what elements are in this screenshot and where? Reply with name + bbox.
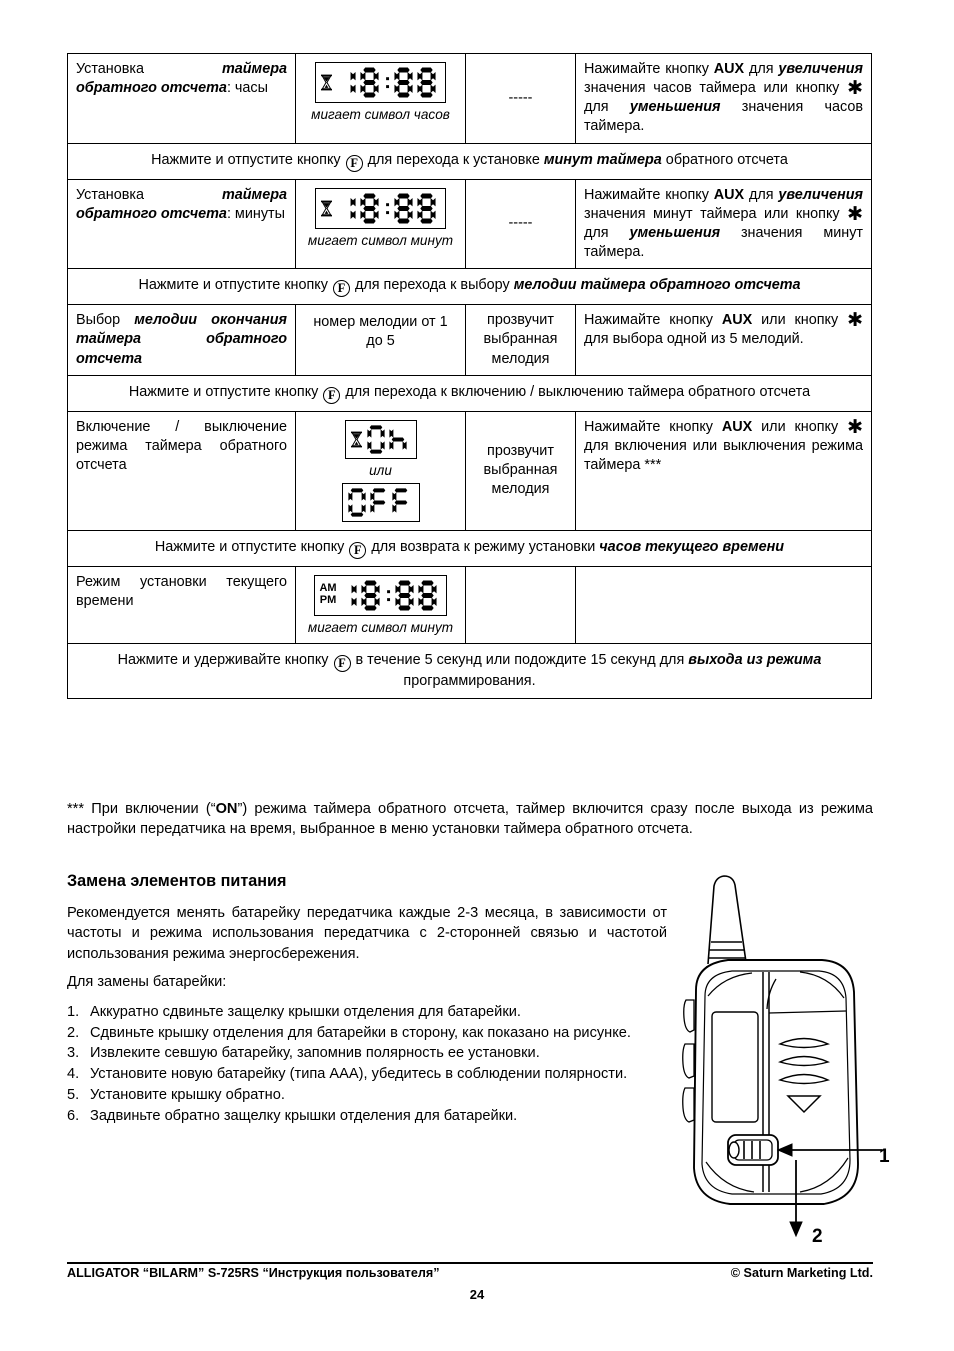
section-title-battery-replacement: Замена элементов питания (67, 872, 287, 890)
instruction-band-row (68, 269, 872, 305)
sound-feedback-cell: прозвучит выбранная мелодия (466, 411, 576, 530)
lcd-display (315, 188, 446, 229)
instruction-band-row (68, 143, 872, 179)
procedure-row (68, 305, 872, 375)
key-fob-illustration (672, 872, 892, 1247)
list-item (67, 1106, 675, 1127)
procedure-row (68, 411, 872, 530)
display-cell (296, 54, 466, 144)
battery-steps-list (67, 1002, 675, 1126)
lcd-display (345, 420, 417, 459)
instruction-band-text: Нажмите и отпустите кнопку F для перехода к включению / выключению таймера обратного отсчета (68, 375, 872, 411)
action-description-cell: Нажимайте кнопку AUX для увеличения значения минут таймера или кнопку ✱ для уменьшения значения минут таймера. (576, 179, 872, 269)
procedure-row (68, 179, 872, 269)
step-description-cell: Установка таймера обратного отсчета: минуты (68, 179, 296, 269)
lcd-digits (336, 192, 439, 225)
list-item-number: 6. (67, 1107, 80, 1124)
programming-procedure-table (67, 53, 872, 699)
f-button-icon: F (349, 542, 366, 559)
instruction-band-text: Нажмите и отпустите кнопку F для перехода к выбору мелодии таймера обратного отсчета (68, 269, 872, 305)
instruction-band-text: Нажмите и отпустите кнопку F для перехода к установке минут таймера обратного отсчета (68, 143, 872, 179)
instruction-band-text: Нажмите и отпустите кнопку F для возврата к режиму установки часов текущего времени (68, 530, 872, 566)
lcd-caption: мигает символ минут (307, 232, 454, 248)
list-item-number: 1. (67, 1004, 80, 1020)
footer-divider (67, 1262, 873, 1264)
callout-label-2: 2 (812, 1226, 823, 1247)
f-button-icon: F (323, 387, 340, 404)
step-description-cell: Режим установки текущего времени (68, 566, 296, 643)
footnote-asterisks: *** При включении (“ON”) режима таймера обратного отсчета, таймер включится сразу после выхода из режима настройки передатчика на время, выбранное в меню установки таймера обратного отсчета. (67, 801, 873, 838)
hourglass-icon (320, 200, 333, 217)
callout-label-1: 1 (879, 1146, 890, 1167)
procedure-row (68, 566, 872, 643)
lcd-digits (336, 66, 439, 99)
hourglass-icon (350, 431, 363, 448)
list-item (67, 1085, 675, 1106)
melody-range-text: номер мелодии от 1 до 5 (313, 314, 448, 350)
list-item-text: Установите новую батарейку (типа ААА), убедитесь в соблюдении полярности. (90, 1066, 628, 1083)
page-number: 24 (469, 1287, 485, 1302)
action-description-cell (576, 566, 872, 643)
lcd-display (314, 575, 446, 616)
sound-feedback-cell: прозвучит выбранная мелодия (466, 305, 576, 375)
asterisk-button-icon: ✱ (847, 202, 863, 225)
or-label: или (369, 462, 392, 478)
sound-feedback-cell: ----- (466, 179, 576, 269)
battery-steps-lead: Для замены батарейки: (67, 974, 227, 990)
list-item-number: 3. (67, 1045, 80, 1062)
list-item (67, 1043, 675, 1064)
step-description-cell: Включение / выключение режима таймера обратного отсчета (68, 411, 296, 530)
asterisk-button-icon: ✱ (847, 309, 863, 332)
lcd-digits (366, 424, 410, 455)
lcd-digits (337, 579, 440, 612)
display-cell (296, 411, 466, 530)
list-item-text: Установите крышку обратно. (90, 1086, 285, 1103)
list-item-number: 2. (67, 1024, 80, 1041)
instruction-band-text: Нажмите и удерживайте кнопку F в течение 5 секунд или подождите 15 секунд для выхода из режима программирования. (68, 643, 872, 698)
display-cell (296, 305, 466, 375)
action-description-cell: Нажимайте кнопку AUX для увеличения значения часов таймера или кнопку ✱ для уменьшения значения часов таймера. (576, 54, 872, 144)
lcd-display (315, 62, 446, 103)
list-item (67, 1002, 675, 1023)
f-button-icon: F (346, 155, 363, 172)
instruction-band-row (68, 530, 872, 566)
ampm-indicator: AM PM (319, 582, 337, 606)
asterisk-button-icon: ✱ (847, 415, 863, 438)
sound-feedback-cell (466, 566, 576, 643)
list-item (67, 1064, 675, 1085)
instruction-band-row (68, 375, 872, 411)
list-item-text: Извлеките севшую батарейку, запомнив полярность ее установки. (90, 1045, 540, 1062)
lcd-caption: мигает символ часов (311, 107, 450, 122)
list-item-text: Аккуратно сдвиньте защелку крышки отделения для батарейки. (90, 1004, 521, 1020)
lcd-digits (347, 487, 413, 518)
step-description-cell: Выбор мелодии окончания таймера обратного отсчета (68, 305, 296, 375)
lcd-caption: мигает символ минут (307, 619, 454, 635)
procedure-row (68, 54, 872, 144)
list-item (67, 1023, 675, 1044)
battery-intro-paragraph: Рекомендуется менять батарейку передатчика каждые 2-3 месяца, в зависимости от частоты и режима использования передатчика с 2-сторонней связью и частотой использования режима энергосбережения. (67, 905, 667, 962)
sound-feedback-cell: ----- (466, 54, 576, 144)
list-item-text: Сдвиньте крышку отделения для батарейки в сторону, как показано на рисунке. (90, 1024, 631, 1041)
f-button-icon: F (333, 280, 350, 297)
lcd-display (342, 483, 420, 522)
footer-right-text: © Saturn Marketing Ltd. (730, 1266, 873, 1280)
action-description-cell: Нажимайте кнопку AUX или кнопку ✱ для выбора одной из 5 мелодий. (576, 305, 872, 375)
asterisk-button-icon: ✱ (847, 77, 863, 100)
display-cell (296, 566, 466, 643)
hourglass-icon (320, 74, 333, 91)
f-button-icon: F (334, 655, 351, 672)
list-item-text: Задвиньте обратно защелку крышки отделения для батарейки. (90, 1107, 518, 1124)
action-description-cell: Нажимайте кнопку AUX или кнопку ✱ для включения или выключения режима таймера *** (576, 411, 872, 530)
display-cell (296, 179, 466, 269)
instruction-band-row (68, 643, 872, 698)
list-item-number: 5. (67, 1086, 80, 1103)
list-item-number: 4. (67, 1066, 80, 1083)
footer-left-text: ALLIGATOR “BILARM” S-725RS “Инструкция пользователя” (67, 1266, 440, 1280)
step-description-cell: Установка таймера обратного отсчета: часы (68, 54, 296, 144)
